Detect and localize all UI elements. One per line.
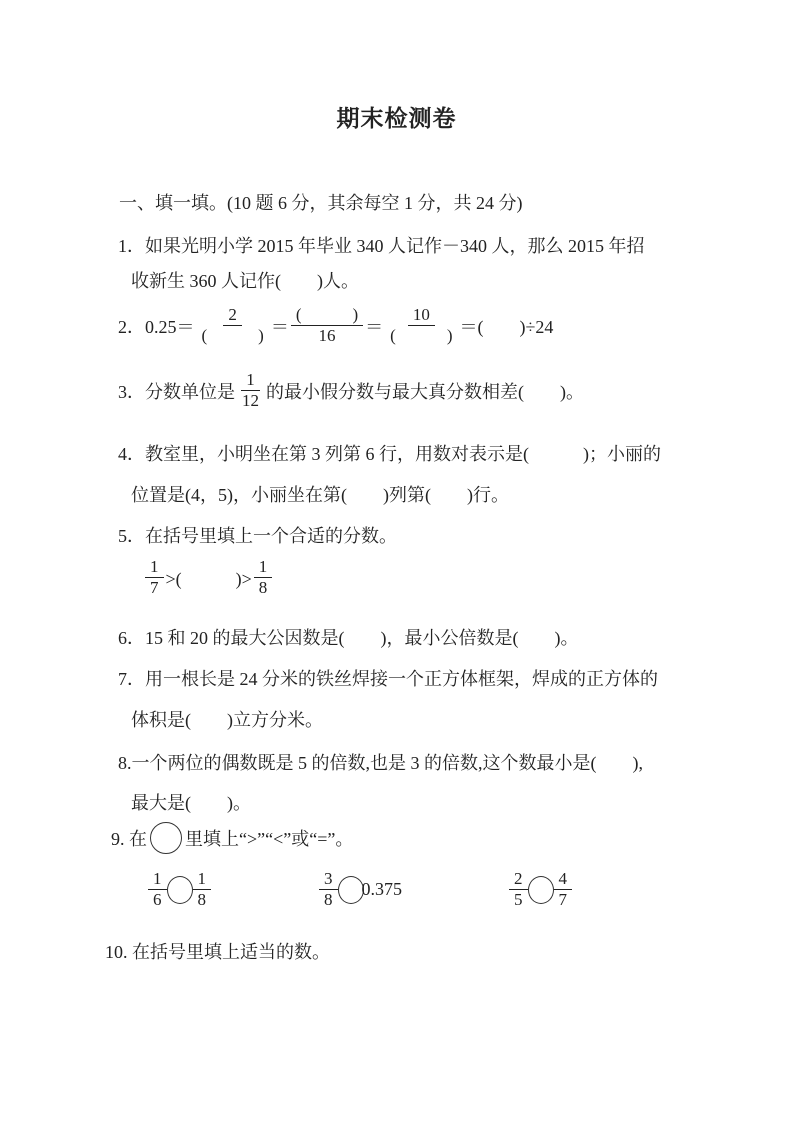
fraction-denominator: ( ) (390, 326, 453, 345)
question-5-line-1: 5．在括号里填上一个合适的分数。 (118, 526, 397, 546)
empty-circle-icon (167, 876, 193, 904)
question-3 (118, 370, 584, 411)
question-8-line-1: 8.一个两位的偶数既是 5 的倍数,也是 3 的倍数,这个数最小是( ), (118, 753, 643, 773)
question-9-compare-group-2 (317, 869, 402, 910)
empty-circle-icon (338, 876, 364, 904)
fraction-denominator: 7 (558, 890, 567, 909)
decimal-value: 0.375 (361, 879, 402, 899)
fraction (145, 557, 164, 598)
fraction-numerator: 2 (223, 305, 242, 326)
fraction (148, 869, 167, 910)
question-3-post: 的最小假分数与最大真分数相差( )。 (266, 381, 584, 402)
empty-circle-icon (528, 876, 554, 904)
fraction-numerator: ( ) (291, 305, 363, 326)
equals-sign: ＝ (365, 316, 384, 337)
fraction-numerator: 10 (408, 305, 435, 326)
question-4-line-2: 位置是(4，5)，小丽坐在第( )列第( )行。 (131, 485, 509, 505)
fraction (319, 869, 338, 910)
fraction-numerator: 1 (241, 370, 260, 391)
fraction (554, 869, 573, 910)
equals-sign: ＝ (270, 316, 289, 337)
question-6: 6．15 和 20 的最大公因数是( )，最小公倍数是( )。 (118, 628, 579, 648)
page-title: 期末检测卷 (336, 105, 457, 131)
fraction-denominator: 8 (258, 578, 268, 597)
fraction (291, 305, 363, 346)
empty-circle-icon (150, 822, 182, 854)
question-9-line-1 (111, 822, 353, 854)
fraction-denominator: 8 (324, 890, 333, 909)
fraction-denominator: 8 (197, 890, 206, 909)
question-1-line-2: 收新生 360 人记作( )人。 (131, 271, 359, 291)
question-9-post: 里填上“>”“<”或“=”。 (185, 829, 354, 849)
question-8-line-2: 最大是( )。 (131, 793, 251, 813)
fraction-denominator: 6 (153, 890, 162, 909)
fraction-numerator: 1 (148, 869, 167, 890)
question-7-line-1: 7．用一根长是 24 分米的铁丝焊接一个正方体框架，焊成的正方体的 (118, 669, 658, 689)
question-9-compare-group-1 (146, 869, 213, 910)
question-2 (118, 305, 553, 346)
fraction-denominator: 12 (242, 391, 259, 410)
fraction (509, 869, 528, 910)
question-3-pre: 3．分数单位是 (118, 381, 235, 402)
question-4-line-1: 4．教室里，小明坐在第 3 列第 6 行，用数对表示是( )；小丽的 (118, 444, 661, 464)
question-9-compare-group-3 (507, 869, 574, 910)
section-heading: 一、填一填。(10 题 6 分，其余每空 1 分，共 24 分) (119, 193, 523, 213)
fraction-denominator: ( ) (201, 326, 264, 345)
fraction-denominator: 16 (318, 326, 336, 345)
question-1-line-1: 1．如果光明小学 2015 年毕业 340 人记作－340 人，那么 2015 年招 (118, 236, 645, 256)
fraction-numerator: 4 (554, 869, 573, 890)
fraction-numerator: 1 (193, 869, 212, 890)
question-5-middle: >( )> (165, 568, 252, 589)
question-7-line-2: 体积是( )立方分米。 (131, 710, 323, 730)
fraction-denominator: 7 (150, 578, 159, 597)
fraction (237, 370, 264, 411)
fraction (385, 305, 457, 346)
fraction-numerator: 2 (509, 869, 528, 890)
question-2-lead: 2．0.25＝ (118, 316, 195, 337)
fraction-numerator: 1 (254, 557, 273, 578)
question-2-tail: ＝( )÷24 (459, 316, 554, 337)
question-9-pre: 9. 在 (111, 829, 147, 849)
question-5-expression (143, 557, 274, 598)
fraction (193, 869, 212, 910)
fraction (197, 305, 269, 346)
question-10: 10. 在括号里填上适当的数。 (105, 942, 330, 962)
fraction-denominator: 5 (514, 890, 523, 909)
fraction (254, 557, 273, 598)
fraction-numerator: 1 (145, 557, 164, 578)
fraction-numerator: 3 (319, 869, 338, 890)
